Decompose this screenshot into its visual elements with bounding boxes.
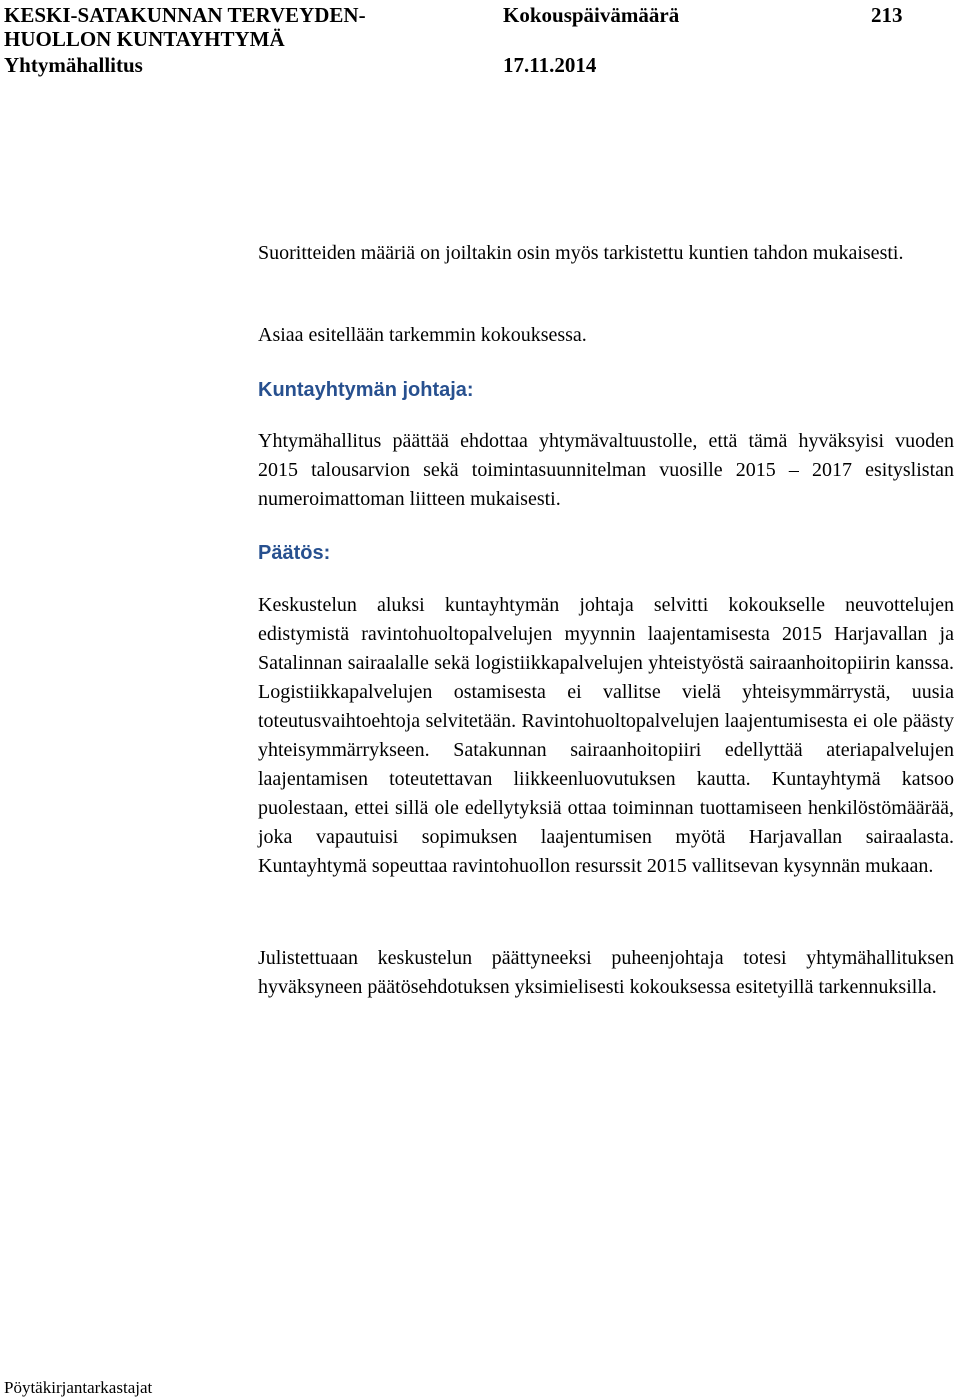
intro-section-2	[258, 321, 954, 350]
page-number: 213	[871, 3, 903, 27]
closing-section	[258, 944, 954, 1002]
minutes-reviewers-label: Pöytäkirjantarkastajat	[4, 1378, 153, 1397]
meeting-date-value: 17.11.2014	[503, 53, 597, 77]
organization-name-line1: KESKI-SATAKUNNAN TERVEYDEN-	[4, 3, 366, 27]
body-name: Yhtymähallitus	[4, 53, 143, 77]
decision-heading: Päätös:	[258, 542, 331, 564]
proposal-section	[258, 427, 954, 514]
decision-section	[258, 591, 954, 881]
intro-section	[258, 239, 954, 268]
organization-name-line2: HUOLLON KUNTAYHTYMÄ	[4, 27, 285, 51]
decision-text: Keskustelun aluksi kuntayhtymän johtaja selvitti kokoukselle neuvottelujen edistymistä ravintohuoltopalvelujen myynnin laajentamisesta 2015 Harjavallan ja Satalinnan sairaalalle sekä logistiikkapalvelujen yhteistyöstä sairaanhoitopiirin kanssa. Logistiikkapalvelujen ostamisesta ei vallitse vielä yhteisymmärrystä, uusia toteutusvaihtoehtoja selvitetään. Ravintohuoltopalvelujen laajentumisesta ei ole päästy yhteisymmärrykseen. Satakunnan sairaanhoitopiiri edellyttää ateriapalvelujen laajentamisen toteutettavan liikkeenluovutuksen kautta. Kuntayhtymä katsoo puolestaan, ettei sillä ole edellytyksiä ottaa toiminnan tuottamiseen henkilöstömäärää, joka vapautuisi sopimuksen laajentumisen myötä Harjavallan sairaalasta. Kuntayhtymä sopeuttaa ravintohuollon resurssit 2015 vallitsevan kysynnän mukaan.	[258, 594, 954, 877]
meeting-date-label: Kokouspäivämäärä	[503, 3, 680, 27]
intro-paragraph: Asiaa esitellään tarkemmin kokouksessa.	[258, 324, 587, 346]
closing-text: Julistettuaan keskustelun päättyneeksi puheenjohtaja totesi yhtymähallituksen hyväksyneen päätösehdotuksen yksimielisesti kokouksessa esitetyillä tarkennuksilla.	[258, 947, 954, 998]
proposal-heading: Kuntayhtymän johtaja:	[258, 379, 474, 401]
proposal-text: Yhtymähallitus päättää ehdottaa yhtymävaltuustolle, että tämä hyväksyisi vuoden 2015 talousarvion sekä toimintasuunnitelman vuosille 2015 – 2017 esityslistan numeroimattoman liitteen mukaisesti.	[258, 430, 954, 510]
intro-paragraph: Suoritteiden määriä on joiltakin osin myös tarkistettu kuntien tahdon mukaisesti.	[258, 242, 904, 264]
